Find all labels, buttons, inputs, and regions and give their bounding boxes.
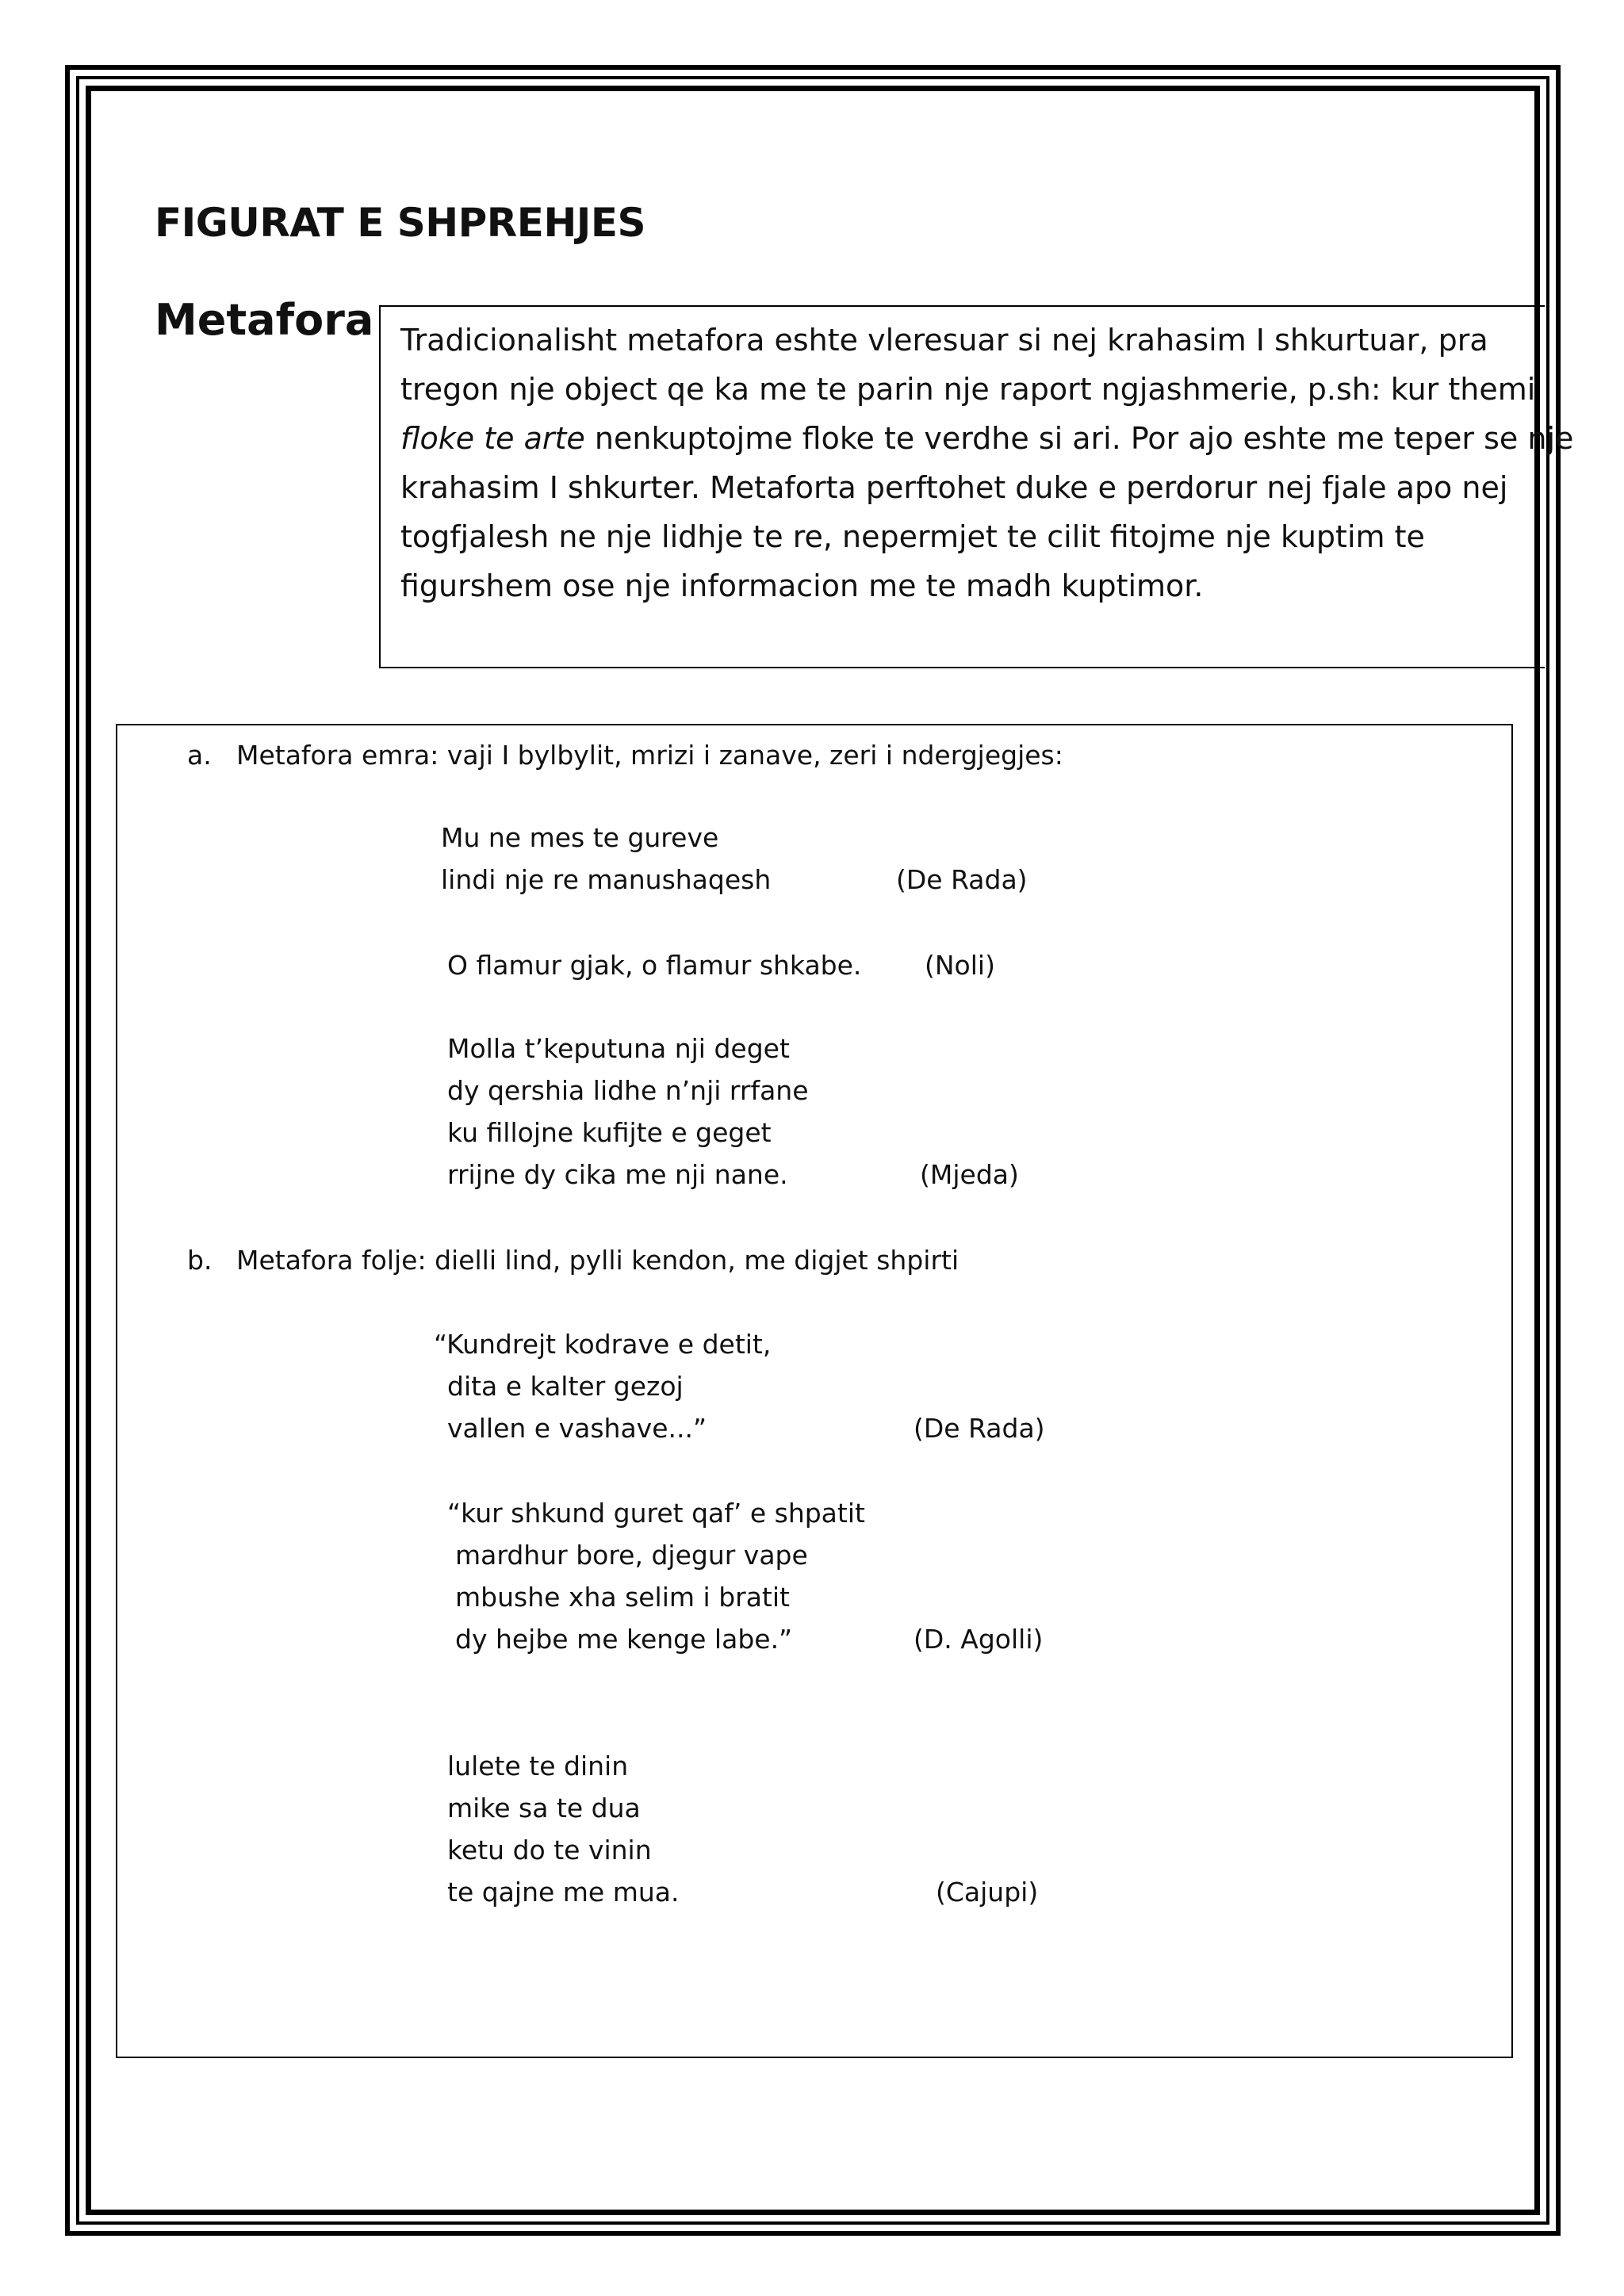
verse-b2-line: “kur shkund guret qaf’ e shpatit xyxy=(447,1498,865,1529)
verse-a2-line: O flamur gjak, o flamur shkabe. xyxy=(447,950,862,981)
document-title: FIGURAT E SHPREHJES xyxy=(155,200,646,246)
examples-box xyxy=(116,724,1513,2058)
definition-line-rest: nenkuptojme floke te verdhe si ari. Por ajo eshte me teper se nje xyxy=(594,421,1574,456)
definition-italic-phrase: floke te arte xyxy=(400,421,585,456)
verse-b2-line: mbushe xha selim i bratit xyxy=(455,1582,790,1613)
definition-line xyxy=(400,414,1574,463)
definition-line: krahasim I shkurter. Metaforta perftohet duke e perdorur nej fjale apo nej xyxy=(400,470,1508,505)
verse-a1-line: Mu ne mes te gureve xyxy=(441,822,719,853)
verse-a3-line: rrijne dy cika me nji nane. xyxy=(447,1159,788,1190)
verse-b3-author: (Cajupi) xyxy=(936,1877,1039,1908)
verse-b3-line: mike sa te dua xyxy=(447,1793,641,1823)
verse-a3-author: (Mjeda) xyxy=(920,1159,1019,1190)
section-b-marker: b. xyxy=(187,1245,213,1276)
definition-line: Tradicionalisht metafora eshte vleresuar si nej krahasim I shkurtuar, pra xyxy=(400,323,1488,358)
verse-b1-line: vallen e vashave...” xyxy=(447,1413,707,1444)
definition-line: tregon nje object qe ka me te parin nje raport ngjashmerie, p.sh: kur themi xyxy=(400,372,1536,407)
verse-b2-line: dy hejbe me kenge labe.” xyxy=(455,1624,793,1655)
section-b-label: Metafora folje: dielli lind, pylli kendon, me digjet shpirti xyxy=(236,1245,959,1276)
verse-a3-line: dy qershia lidhe n’nji rrfane xyxy=(447,1075,809,1106)
verse-b2-author: (D. Agolli) xyxy=(914,1624,1044,1655)
verse-b2-line: mardhur bore, djegur vape xyxy=(455,1540,808,1571)
verse-a2-author: (Noli) xyxy=(925,950,995,981)
section-a-marker: a. xyxy=(187,740,212,771)
verse-b3-line: ketu do te vinin xyxy=(447,1835,652,1866)
verse-b1-author: (De Rada) xyxy=(914,1413,1045,1444)
definition-line: figurshem ose nje informacion me te madh kuptimor. xyxy=(400,568,1204,603)
verse-a1-author: (De Rada) xyxy=(896,864,1028,895)
section-a-label: Metafora emra: vaji I bylbylit, mrizi i zanave, zeri i ndergjegjes: xyxy=(236,740,1063,771)
verse-a3-line: ku fillojne kufijte e geget xyxy=(447,1117,772,1148)
verse-a3-line: Molla t’keputuna nji deget xyxy=(447,1033,790,1064)
verse-b3-line: lulete te dinin xyxy=(447,1751,629,1781)
definition-text xyxy=(400,316,1574,610)
section-heading: Metafora xyxy=(155,295,374,345)
verse-b1-line: dita e kalter gezoj xyxy=(447,1371,684,1402)
verse-b1-line: “Kundrejt kodrave e detit, xyxy=(434,1329,772,1360)
verse-a1-line: lindi nje re manushaqesh xyxy=(441,864,772,895)
definition-line: togfjalesh ne nje lidhje te re, nepermjet te cilit fitojme nje kuptim te xyxy=(400,519,1425,554)
verse-b3-line: te qajne me mua. xyxy=(447,1877,680,1908)
